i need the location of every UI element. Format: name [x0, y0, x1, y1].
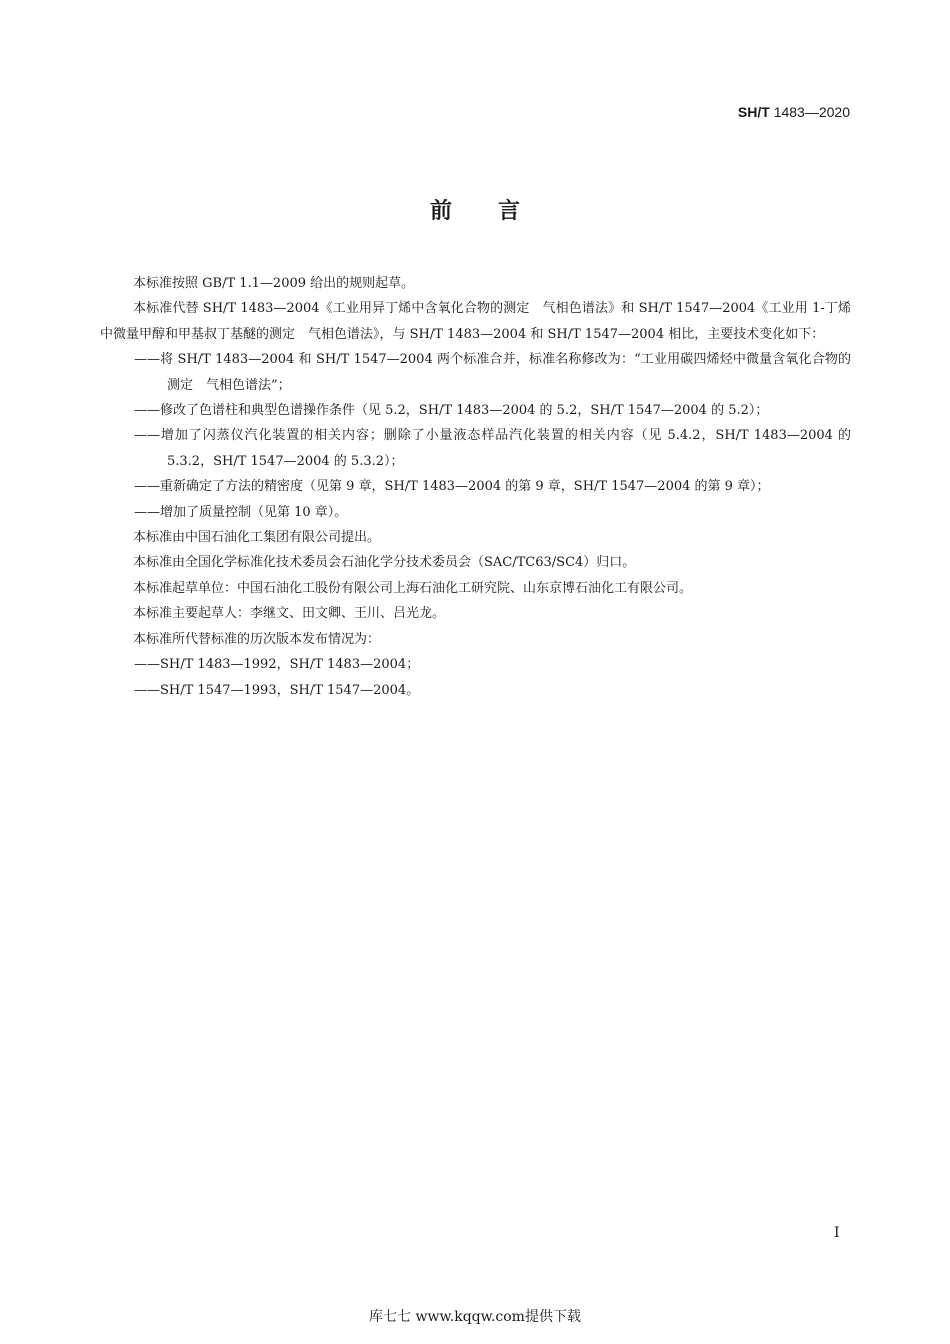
paragraph: 本标准起草单位：中国石油化工股份有限公司上海石油化工研究院、山东京博石油化工有限公司。: [133, 580, 693, 596]
foreword-body: [100, 271, 851, 703]
paragraph: 本标准代替 SH/T 1483—2004《工业用异丁烯中含氧化合物的测定 气相色谱法》和 SH/T 1547—2004《工业用 1-丁烯中微量甲醇和甲基叔丁基醚的测定 气相色谱法》，与 SH/T 1483—2004 和 SH/T 1547—2004 相比，主要技术变化如下：: [100, 301, 851, 342]
list-item: ——增加了闪蒸仪汽化装置的相关内容；删除了小量液态样品汽化装置的相关内容（见 5.4.2，SH/T 1483—2004 的 5.3.2，SH/T 1547—2004 的 5.3.2）；: [134, 428, 851, 469]
paragraph: 本标准所代替标准的历次版本发布情况为：: [133, 631, 381, 647]
list-item: ——SH/T 1483—1992，SH/T 1483—2004；: [134, 657, 420, 673]
paragraph: 本标准按照 GB/T 1.1—2009 给出的规则起草。: [133, 276, 415, 291]
paragraph: 本标准由中国石油化工集团有限公司提出。: [133, 530, 381, 546]
list-item: ——SH/T 1547—1993，SH/T 1547—2004。: [134, 682, 420, 698]
list-item: ——将 SH/T 1483—2004 和 SH/T 1547—2004 两个标准合并，标准名称修改为：“工业用碳四烯烃中微量含氧化合物的测定 气相色谱法”；: [134, 352, 851, 393]
page-title: 前言: [429, 199, 566, 224]
standard-code-prefix: SH/T: [737, 104, 770, 120]
list-item: ——增加了质量控制（见第 10 章）。: [134, 504, 348, 520]
standard-code: [738, 104, 850, 120]
standard-code-number: 1483—2020: [769, 104, 850, 120]
list-item: ——重新确定了方法的精密度（见第 9 章，SH/T 1483—2004 的第 9 章，SH/T 1547—2004 的第 9 章）；: [134, 479, 770, 495]
paragraph: 本标准由全国化学标准化技术委员会石油化学分技术委员会（SAC/TC63/SC4）归口。: [133, 555, 636, 571]
paragraph: 本标准主要起草人：李继文、田文卿、王川、吕光龙。: [133, 606, 446, 622]
download-watermark: 库七七 www.kqqw.com提供下载: [369, 1309, 581, 1325]
list-item: ——修改了色谱柱和典型色谱操作条件（见 5.2，SH/T 1483—2004 的 5.2，SH/T 1547—2004 的 5.2）；: [134, 403, 769, 419]
page-number: I: [834, 1225, 840, 1241]
